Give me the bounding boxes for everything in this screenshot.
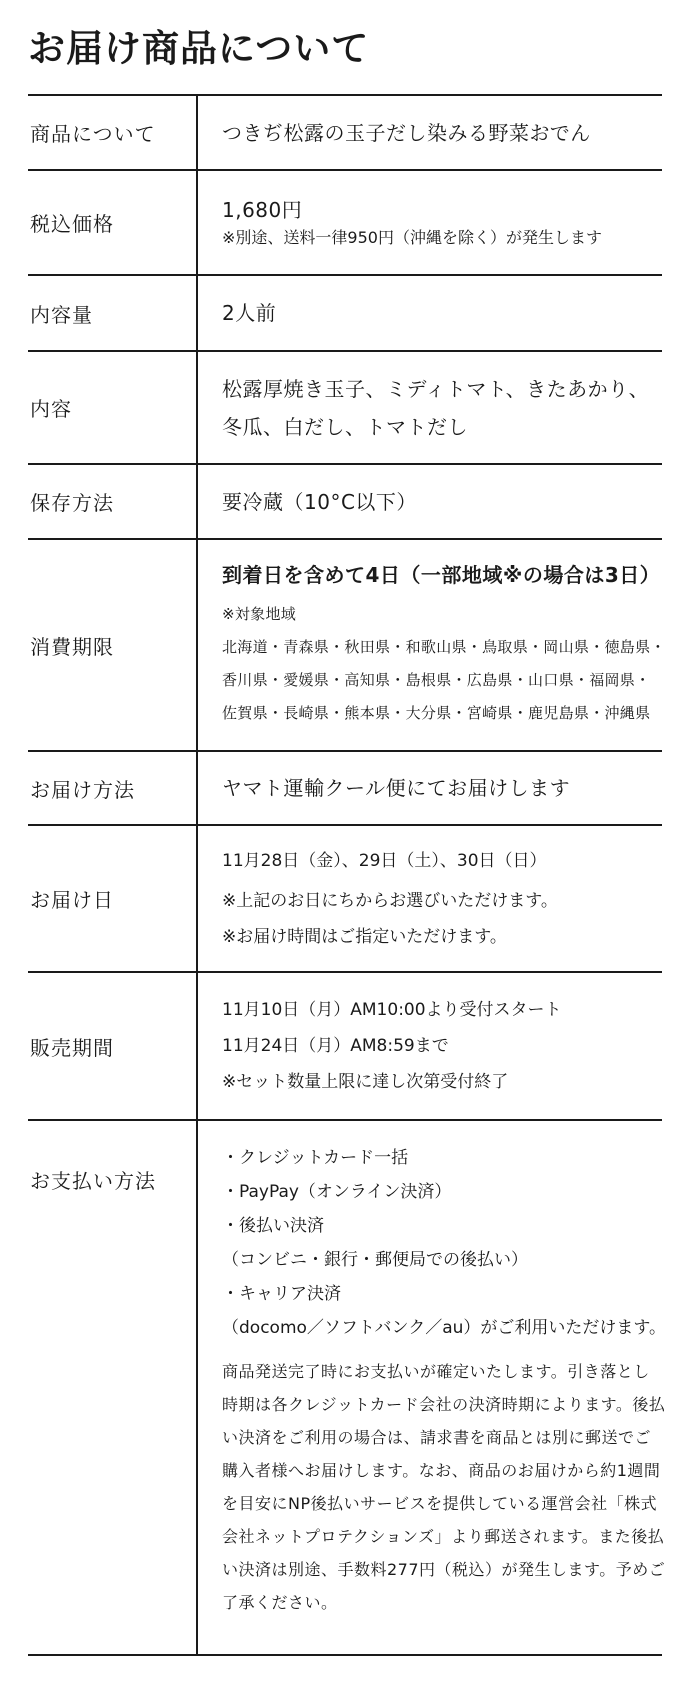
row-sales-period xyxy=(28,973,662,1121)
delivery-method-value: ヤマト運輸クール便にてお届けします xyxy=(222,776,571,800)
row-delivery-date xyxy=(28,826,662,973)
row-label-payment: お支払い方法 xyxy=(28,1121,198,1654)
row-value-product xyxy=(198,96,662,169)
row-value-delivery-method xyxy=(198,752,662,824)
row-label-expiry: 消費期限 xyxy=(28,540,198,750)
product-name: つきぢ松露の玉子だし染みる野菜おでん xyxy=(222,120,591,145)
row-label-delivery-method: お届け方法 xyxy=(28,752,198,824)
price-value: 1,680円 xyxy=(222,197,303,222)
expiry-region-line: 香川県・愛媛県・高知県・島根県・広島県・山口県・福岡県・ xyxy=(222,671,651,689)
row-storage xyxy=(28,465,662,540)
row-expiry xyxy=(28,540,666,752)
expiry-note-title: ※対象地域 xyxy=(222,605,297,623)
contents-value: 松露厚焼き玉子、ミディトマト、きたあかり、冬瓜、白だし、トマトだし xyxy=(222,376,650,439)
row-label-price: 税込価格 xyxy=(28,171,198,274)
row-label-storage: 保存方法 xyxy=(28,465,198,538)
payment-method: ・後払い決済 xyxy=(222,1216,324,1236)
row-value-payment xyxy=(198,1121,672,1654)
row-contents xyxy=(28,352,662,465)
delivery-date-note: ※お届け時間はご指定いただけます。 xyxy=(222,926,507,947)
row-value-quantity xyxy=(198,276,662,350)
expiry-region-line: 北海道・青森県・秋田県・和歌山県・鳥取県・岡山県・徳島県・ xyxy=(222,638,666,656)
row-value-expiry xyxy=(198,540,666,750)
sales-period-end: 11月24日（月）AM8:59まで xyxy=(222,1036,449,1056)
expiry-value: 到着日を含めて4日（一部地域※の場合は3日） xyxy=(222,563,661,587)
row-delivery-method xyxy=(28,752,662,826)
payment-method: （コンビニ・銀行・郵便局での後払い） xyxy=(222,1250,528,1270)
row-label-contents: 内容 xyxy=(28,352,198,463)
row-value-storage xyxy=(198,465,662,538)
quantity-value: 2人前 xyxy=(222,301,277,325)
expiry-region-line: 佐賀県・長崎県・熊本県・大分県・宮崎県・鹿児島県・沖縄県 xyxy=(222,704,651,722)
row-quantity xyxy=(28,276,662,352)
delivery-date-note: ※上記のお日にちからお選びいただけます。 xyxy=(222,890,558,911)
row-payment xyxy=(28,1121,667,1656)
row-value-delivery-date xyxy=(198,826,662,971)
row-label-sales-period: 販売期間 xyxy=(28,973,198,1119)
payment-method: （docomo／ソフトバンク／au）がご利用いただけます。 xyxy=(222,1318,667,1338)
delivery-date-value: 11月28日（金）、29日（土）、30日（日） xyxy=(222,850,547,871)
payment-method: ・PayPay（オンライン決済） xyxy=(222,1182,452,1202)
row-value-price xyxy=(198,171,662,274)
sales-period-note: ※セット数量上限に達し次第受付終了 xyxy=(222,1072,509,1092)
row-price xyxy=(28,171,662,276)
row-label-product: 商品について xyxy=(28,96,198,169)
page-title: お届け商品について xyxy=(28,26,370,70)
payment-method: ・キャリア決済 xyxy=(222,1284,341,1304)
row-label-quantity: 内容量 xyxy=(28,276,198,350)
product-info-table xyxy=(28,94,667,1656)
row-label-delivery-date: お届け日 xyxy=(28,826,198,971)
row-value-sales-period xyxy=(198,973,662,1119)
row-product xyxy=(28,96,662,171)
payment-description: 商品発送完了時にお支払いが確定いたします。引き落とし時期は各クレジットカード会社の決済時期によります。後払い決済をご利用の場合は、請求書を商品とは別に郵送でご購入者様へお届けします。なお、商品のお届けから約1週間を目安にNP後払いサービスを提供している運営会社「株式会社ネットプロテクションズ」より郵送されます。また後払い決済は別途、手数料277円（税込）が発生します。予めご了承ください。 xyxy=(222,1362,666,1612)
storage-value: 要冷蔵（10°C以下） xyxy=(222,489,417,514)
row-value-contents xyxy=(198,352,662,463)
payment-method: ・クレジットカード一括 xyxy=(222,1148,409,1168)
shipping-note: ※別途、送料一律950円（沖縄を除く）が発生します xyxy=(222,227,602,247)
sales-period-start: 11月10日（月）AM10:00より受付スタート xyxy=(222,1000,562,1020)
